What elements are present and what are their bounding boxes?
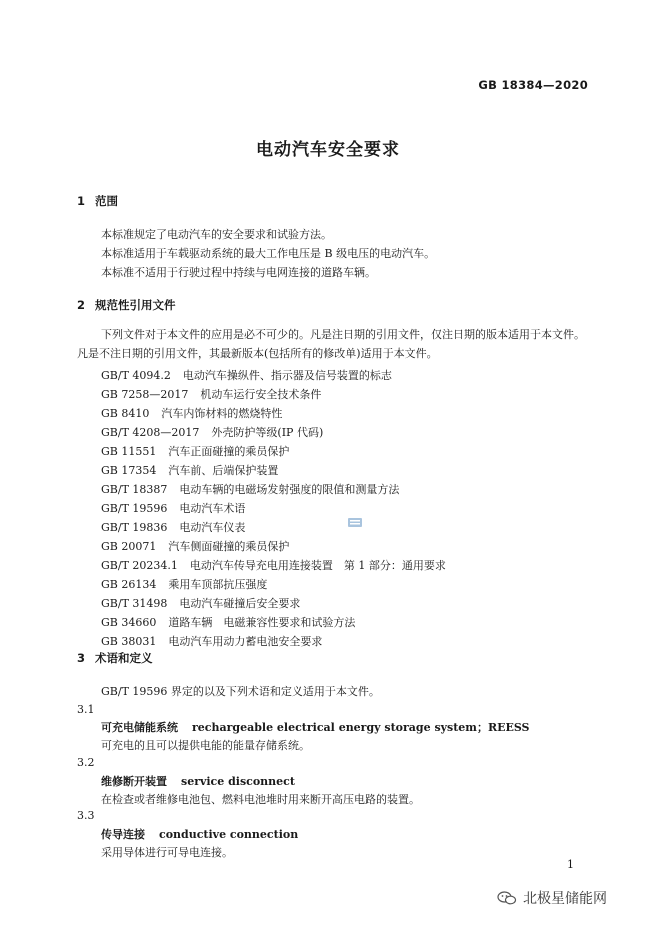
section-2-heading [77, 297, 176, 313]
reference-code: GB 8410 [101, 407, 150, 420]
paragraph: 本标准规定了电动汽车的安全要求和试验方法。 [101, 228, 332, 241]
reference-code: GB/T 19836 [101, 521, 168, 534]
section-number: 3 [77, 651, 86, 665]
reference-title: 机动车运行安全技术条件 [200, 388, 322, 401]
reference-title: 乘用车顶部抗压强度 [168, 578, 268, 591]
reference-title: 电动汽车传导充电用连接装置 第 1 部分：通用要求 [189, 559, 446, 572]
reference-code: GB/T 18387 [101, 483, 168, 496]
term-number: 3.3 [77, 809, 95, 822]
page-number: 1 [567, 858, 574, 871]
reference-item [101, 405, 282, 421]
reference-code: GB 34660 [101, 616, 157, 629]
reference-title: 电动汽车仪表 [179, 521, 246, 534]
section-title: 规范性引用文件 [95, 298, 176, 312]
section-title: 术语和定义 [95, 651, 153, 665]
reference-title: 电动汽车用动力蓄电池安全要求 [168, 635, 323, 648]
term-name [101, 826, 298, 842]
reference-code: GB 20071 [101, 540, 157, 553]
logo-mark-icon [348, 518, 362, 527]
reference-title: 汽车内饰材料的燃烧特性 [161, 407, 283, 420]
reference-code: GB 11551 [101, 445, 157, 458]
reference-item [101, 557, 446, 573]
paragraph: 本标准适用于车载驱动系统的最大工作电压是 B 级电压的电动汽车。 [101, 247, 436, 260]
reference-item [101, 424, 323, 440]
reference-code: GB 17354 [101, 464, 157, 477]
term-name-zh: 维修断开装置 [101, 775, 167, 788]
reference-item [101, 576, 267, 592]
reference-item [101, 500, 245, 516]
reference-item [101, 538, 289, 554]
section-title: 范围 [95, 194, 118, 208]
reference-code: GB/T 20234.1 [101, 559, 178, 572]
term-name-zh: 可充电储能系统 [101, 721, 178, 734]
reference-title: 电动车辆的电磁场发射强度的限值和测量方法 [179, 483, 400, 496]
term-number: 3.1 [77, 703, 95, 716]
term-definition: 可充电的且可以提供电能的能量存储系统。 [101, 739, 310, 752]
reference-code: GB/T 4094.2 [101, 369, 171, 382]
reference-title: 电动汽车碰撞后安全要求 [179, 597, 301, 610]
reference-item [101, 595, 300, 611]
paragraph: GB/T 19596 界定的以及下列术语和定义适用于本文件。 [101, 685, 380, 698]
reference-item [101, 367, 392, 383]
reference-item [101, 519, 245, 535]
paragraph: 本标准不适用于行驶过程中持续与电网连接的道路车辆。 [101, 266, 376, 279]
term-name [101, 773, 295, 789]
term-definition: 采用导体进行可导电连接。 [101, 846, 233, 859]
reference-code: GB/T 4208—2017 [101, 426, 200, 439]
term-name-en: conductive connection [159, 828, 299, 841]
reference-code: GB 26134 [101, 578, 157, 591]
reference-code: GB/T 31498 [101, 597, 168, 610]
reference-item [101, 633, 322, 649]
reference-title: 汽车正面碰撞的乘员保护 [168, 445, 290, 458]
watermark [497, 888, 607, 908]
term-name-en: service disconnect [181, 775, 295, 788]
reference-title: 电动汽车操纵件、指示器及信号装置的标志 [182, 369, 392, 382]
term-name-en: rechargeable electrical energy storage system；REESS [192, 721, 530, 734]
intro-paragraph: 下列文件对于本文件的应用是必不可少的。凡是注日期的引用文件，仅注日期的版本适用于本文件。凡是不注日期的引用文件，其最新版本(包括所有的修改单)适用于本文件。 [77, 328, 585, 360]
wechat-icon [497, 891, 517, 905]
reference-item [101, 481, 399, 497]
reference-code: GB 38031 [101, 635, 157, 648]
reference-title: 汽车侧面碰撞的乘员保护 [168, 540, 290, 553]
standard-code: GB 18384—2020 [478, 78, 588, 92]
term-number: 3.2 [77, 756, 95, 769]
reference-code: GB 7258—2017 [101, 388, 189, 401]
reference-title: 汽车前、后端保护装置 [168, 464, 279, 477]
section-1-heading [77, 193, 118, 209]
reference-code: GB/T 19596 [101, 502, 168, 515]
term-name [101, 719, 530, 735]
section-number: 2 [77, 298, 86, 312]
reference-item [101, 386, 321, 402]
watermark-text: 北极星储能网 [523, 891, 607, 907]
section-3-heading [77, 650, 153, 666]
term-name-zh: 传导连接 [101, 828, 145, 841]
reference-item [101, 614, 355, 630]
reference-title: 电动汽车术语 [179, 502, 246, 515]
document-title: 电动汽车安全要求 [256, 140, 400, 160]
section-number: 1 [77, 194, 86, 208]
reference-item [101, 462, 278, 478]
reference-item [101, 443, 289, 459]
reference-title: 道路车辆 电磁兼容性要求和试验方法 [168, 616, 356, 629]
term-definition: 在检查或者维修电池包、燃料电池堆时用来断开高压电路的装置。 [101, 793, 420, 806]
reference-title: 外壳防护等级(IP 代码) [211, 426, 324, 439]
